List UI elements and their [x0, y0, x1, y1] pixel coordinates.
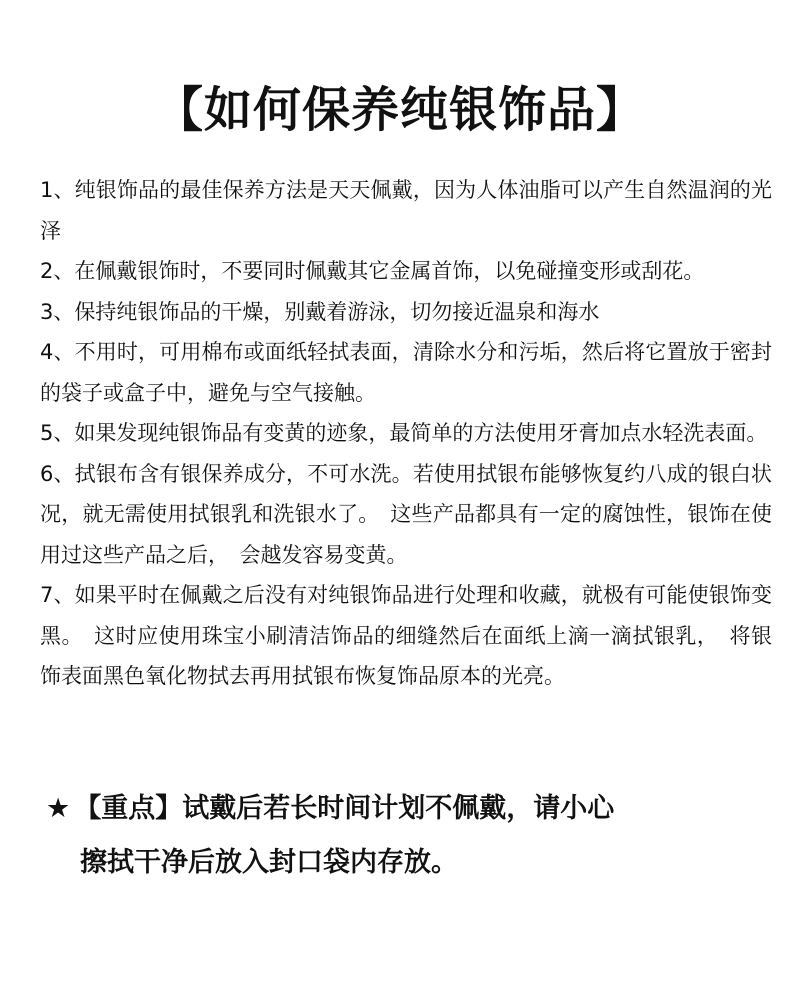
key-point-line-2: 擦拭干净后放入封口袋内存放。 — [80, 847, 458, 878]
care-tip-6: 6、拭银布含有银保养成分，不可水洗。若使用拭银布能够恢复约八成的银白状况，就无需使用拭银乳和洗银水了。 这些产品都具有一定的腐蚀性，银饰在使用过这些产品之后， 会越发容易变黄。 — [40, 461, 772, 567]
care-tip-7: 7、如果平时在佩戴之后没有对纯银饰品进行处理和收藏，就极有可能使银饰变黑。 这时应使用珠宝小刷清洁饰品的细缝然后在面纸上滴一滴拭银乳， 将银饰表面黑色氧化物拭去再用拭银布恢复饰品原本的光亮。 — [40, 583, 772, 688]
care-tip-5: 5、如果发现纯银饰品有变黄的迹象，最简单的方法使用牙膏加点水轻洗表面。 — [40, 421, 768, 445]
key-point-line-1 — [46, 782, 756, 836]
page-title: 【如何保养纯银饰品】 — [154, 82, 645, 138]
key-point-text-1: 【重点】试戴后若长时间计划不佩戴，请小心 — [74, 793, 615, 824]
star-icon: ★ — [46, 793, 71, 824]
care-tip-1: 1、纯银饰品的最佳保养方法是天天佩戴，因为人体油脂可以产生自然温润的光泽 — [40, 178, 772, 243]
care-tip-2: 2、在佩戴银饰时，不要同时佩戴其它金属首饰，以免碰撞变形或刮花。 — [40, 259, 705, 283]
care-tip-4: 4、不用时，可用棉布或面纸轻拭表面，清除水分和污垢，然后将它置放于密封的袋子或盒子中，避免与空气接触。 — [40, 340, 772, 405]
care-tip-3: 3、保持纯银饰品的干燥，别戴着游泳，切勿接近温泉和海水 — [40, 299, 600, 324]
key-point-note — [46, 782, 756, 890]
care-tips-list — [40, 170, 772, 697]
